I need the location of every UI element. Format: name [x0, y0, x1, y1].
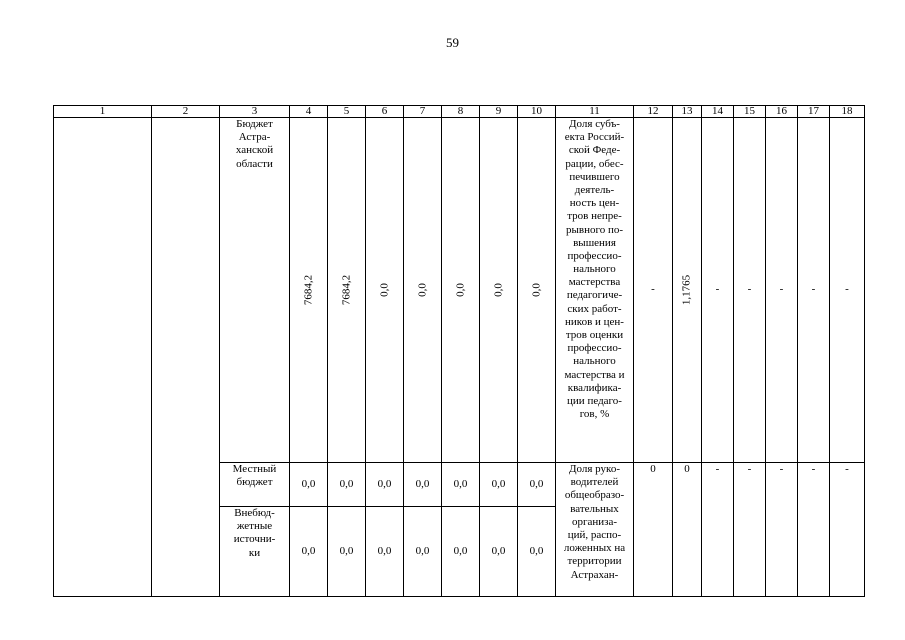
- column-number: 1: [54, 106, 152, 118]
- column-number: 6: [366, 106, 404, 118]
- column-number: 13: [673, 106, 702, 118]
- column-number: 2: [152, 106, 220, 118]
- column-number-row: [54, 106, 865, 118]
- amount-cell: 0,0: [480, 463, 518, 507]
- amount-cell: 0,0: [518, 463, 556, 507]
- funding-source-cell: Внебюд- жетные источни- ки: [220, 507, 290, 597]
- column-number: 10: [518, 106, 556, 118]
- amount-cell: 0,0: [442, 463, 480, 507]
- target-cell: -: [766, 463, 798, 597]
- blank-cell: [152, 118, 220, 597]
- column-number: 11: [556, 106, 634, 118]
- amount-cell: 0,0: [404, 118, 442, 463]
- funding-source-cell: Бюджет Астра- ханской области: [220, 118, 290, 463]
- column-number: 14: [702, 106, 734, 118]
- column-number: 16: [766, 106, 798, 118]
- indicator-cell: Доля руко- водителей общеобразо- вательных организа- ций, распо- ложенных на территории Астрахан-: [556, 463, 634, 597]
- blank-cell: [54, 118, 152, 597]
- amount-cell: 0,0: [404, 507, 442, 597]
- target-cell: 0: [673, 463, 702, 597]
- target-cell: -: [830, 463, 865, 597]
- page-number: 59: [446, 35, 459, 50]
- target-cell: -: [734, 463, 766, 597]
- column-number: 9: [480, 106, 518, 118]
- target-cell: -: [798, 118, 830, 463]
- target-cell: 0: [634, 463, 673, 597]
- amount-cell: 0,0: [518, 118, 556, 463]
- amount-cell: 0,0: [328, 507, 366, 597]
- column-number: 12: [634, 106, 673, 118]
- column-number: 15: [734, 106, 766, 118]
- target-cell: -: [734, 118, 766, 463]
- target-cell: -: [702, 463, 734, 597]
- amount-cell: 0,0: [480, 118, 518, 463]
- amount-cell: 0,0: [366, 463, 404, 507]
- column-number: 5: [328, 106, 366, 118]
- indicator-cell: Доля субъ- екта Россий- ской Феде- рации, обес- печившего деятель- ность цен- тров непре- рывного по- вышения профессио- нального мастерства педагогиче- ских работ- ников и цен- тров оценки профессио- нального мастерства и квалифика- ции педаго- гов, %: [556, 118, 634, 463]
- amount-cell: 0,0: [366, 118, 404, 463]
- column-number: 4: [290, 106, 328, 118]
- amount-cell: 0,0: [366, 507, 404, 597]
- amount-cell: 0,0: [290, 507, 328, 597]
- amount-cell: 0,0: [404, 463, 442, 507]
- column-number: 3: [220, 106, 290, 118]
- amount-cell: 0,0: [290, 463, 328, 507]
- amount-cell: 0,0: [442, 507, 480, 597]
- amount-cell: 0,0: [480, 507, 518, 597]
- amount-cell: 0,0: [442, 118, 480, 463]
- amount-cell: 0,0: [328, 463, 366, 507]
- column-number: 8: [442, 106, 480, 118]
- target-cell: -: [766, 118, 798, 463]
- amount-cell: 7684,2: [290, 118, 328, 463]
- target-cell: -: [830, 118, 865, 463]
- target-cell: -: [702, 118, 734, 463]
- target-cell: 1,1765: [673, 118, 702, 463]
- table-row: [54, 118, 865, 463]
- column-number: 7: [404, 106, 442, 118]
- amount-cell: 7684,2: [328, 118, 366, 463]
- target-cell: -: [634, 118, 673, 463]
- target-cell: -: [798, 463, 830, 597]
- amount-cell: 0,0: [518, 507, 556, 597]
- funding-source-cell: Местный бюджет: [220, 463, 290, 507]
- column-number: 17: [798, 106, 830, 118]
- column-number: 18: [830, 106, 865, 118]
- budget-table: [53, 105, 865, 597]
